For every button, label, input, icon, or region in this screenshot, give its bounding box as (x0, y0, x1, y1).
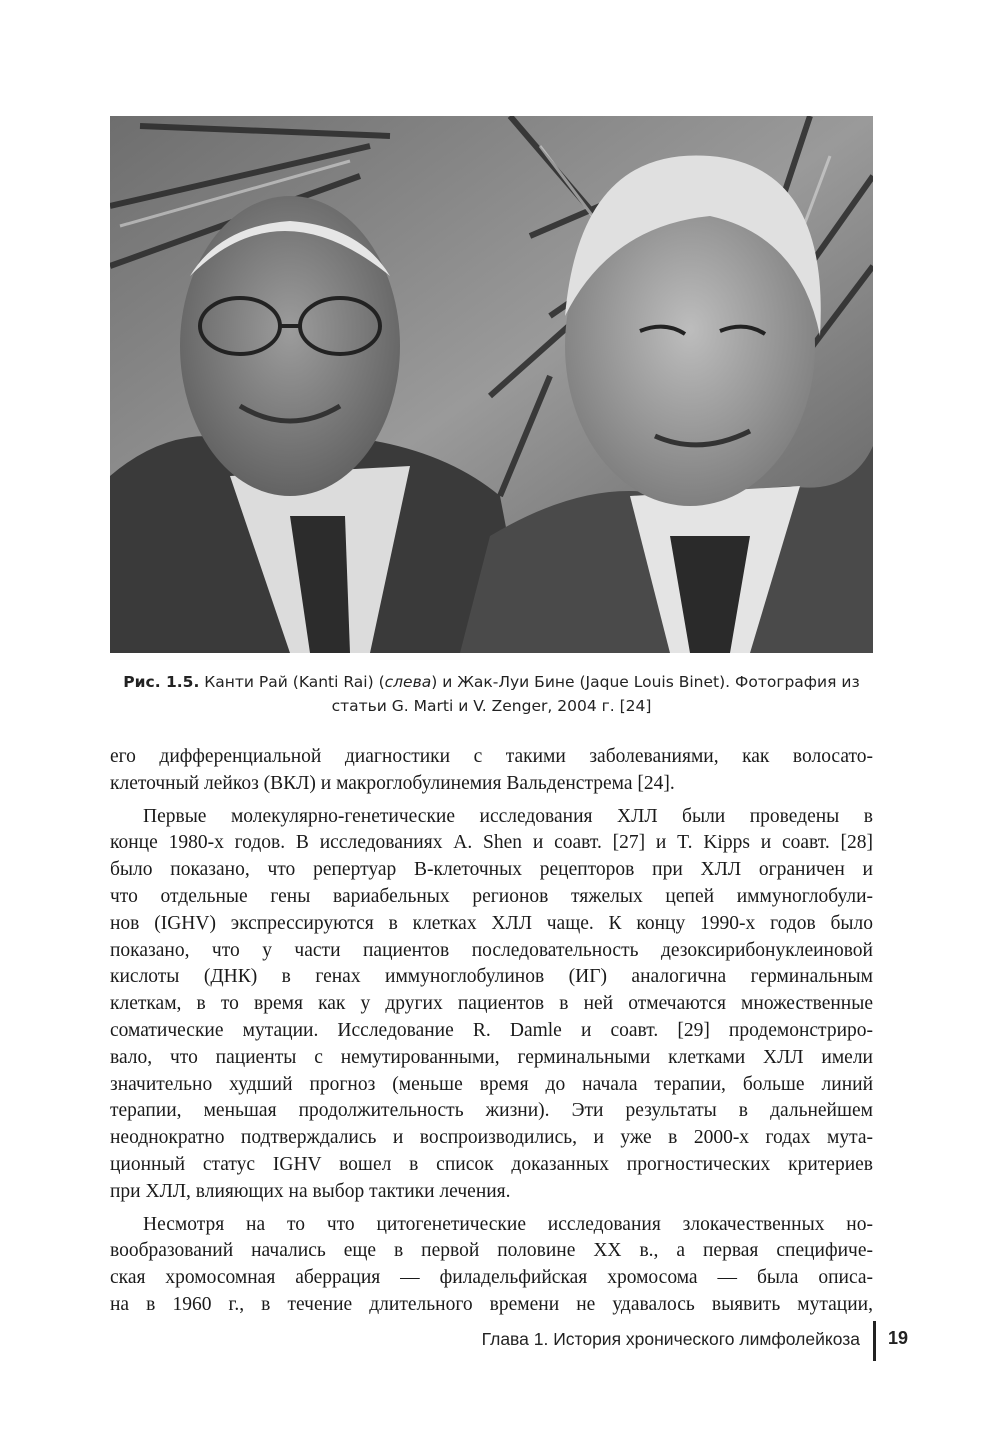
text-line: ская хромосомная аберрация — филадельфийская хромосома — была описа- (110, 1267, 873, 1289)
text-line: конце 1980-х годов. В исследованиях A. Shen и соавт. [27] и T. Kipps и соавт. [28] (110, 832, 873, 854)
paragraph-1 (110, 744, 873, 798)
page-footer (0, 1321, 1000, 1361)
text-line: клеточный лейкоз (ВКЛ) и макроглобулинемия Вальденстрема [24]. (110, 772, 675, 794)
text-line: значительно худший прогноз (меньше время до начала терапии, больше линий (110, 1073, 873, 1095)
figure-photo (110, 116, 873, 653)
portrait-photo-icon (110, 116, 873, 653)
caption-text-2: ) и Жак-Луи Бине (Jaque Louis Binet). Фотография из (431, 673, 860, 691)
text-line: клеткам, в то время как у других пациентов в ней отмечаются множественные (110, 993, 873, 1015)
body-text (110, 744, 873, 1325)
text-line: соматические мутации. Исследование R. Damle и соавт. [29] продемонстриро- (110, 1019, 873, 1041)
text-line: кислоты (ДНК) в генах иммуноглобулинов (ИГ) аналогична герминальным (110, 966, 873, 988)
text-line: его дифференциальной диагностики с такими заболеваниями, как волосато- (110, 746, 873, 767)
text-line: Первые молекулярно-генетические исследования ХЛЛ были проведены в (143, 805, 873, 827)
text-line: показано, что у части пациентов последовательность дезоксирибонуклеиновой (110, 939, 873, 961)
text-line: Несмотря на то что цитогенетические исследования злокачественных но- (143, 1213, 873, 1235)
text-line: было показано, что репертуар В-клеточных рецепторов при ХЛЛ ограничен и (110, 859, 873, 881)
caption-line-2: статьи G. Marti и V. Zenger, 2004 г. [24] (331, 697, 652, 715)
paragraph-3 (110, 1212, 873, 1319)
text-line: при ХЛЛ, влияющих на выбор тактики лечения. (110, 1180, 511, 1202)
paragraph-2 (110, 804, 873, 1206)
text-line: на в 1960 г., в течение длительного времени не удавалось выявить мутации, (110, 1293, 873, 1315)
text-line: неоднократно подтверждались и воспроизводились, и уже в 2000-х годах мута- (110, 1127, 873, 1149)
text-line: вообразований начались еще в первой половине XX в., а первая специфиче- (110, 1240, 873, 1262)
running-footer-chapter: Глава 1. История хронического лимфолейкоза (481, 1329, 860, 1349)
text-line: вало, что пациенты с немутированными, герминальными клетками ХЛЛ имели (110, 1046, 873, 1068)
caption-label: Рис. 1.5. (123, 673, 200, 691)
text-line: терапии, меньшая продолжительность жизни). Эти результаты в дальнейшем (110, 1100, 873, 1122)
text-line: ционный статус IGHV вошел в список доказанных прогностических критериев (110, 1153, 873, 1175)
text-line: что отдельные гены вариабельных регионов тяжелых цепей иммуноглобули- (110, 885, 873, 907)
text-line: нов (IGHV) экспрессируются в клетках ХЛЛ чаще. К концу 1990-х годов было (110, 912, 873, 934)
caption-text-1: Канти Рай (Kanti Rai) ( (199, 673, 385, 691)
footer-divider (873, 1321, 876, 1361)
page-number: 19 (888, 1328, 909, 1348)
caption-italic: слева (384, 673, 432, 691)
caption-line-1 (110, 670, 873, 694)
figure-caption (110, 670, 873, 718)
